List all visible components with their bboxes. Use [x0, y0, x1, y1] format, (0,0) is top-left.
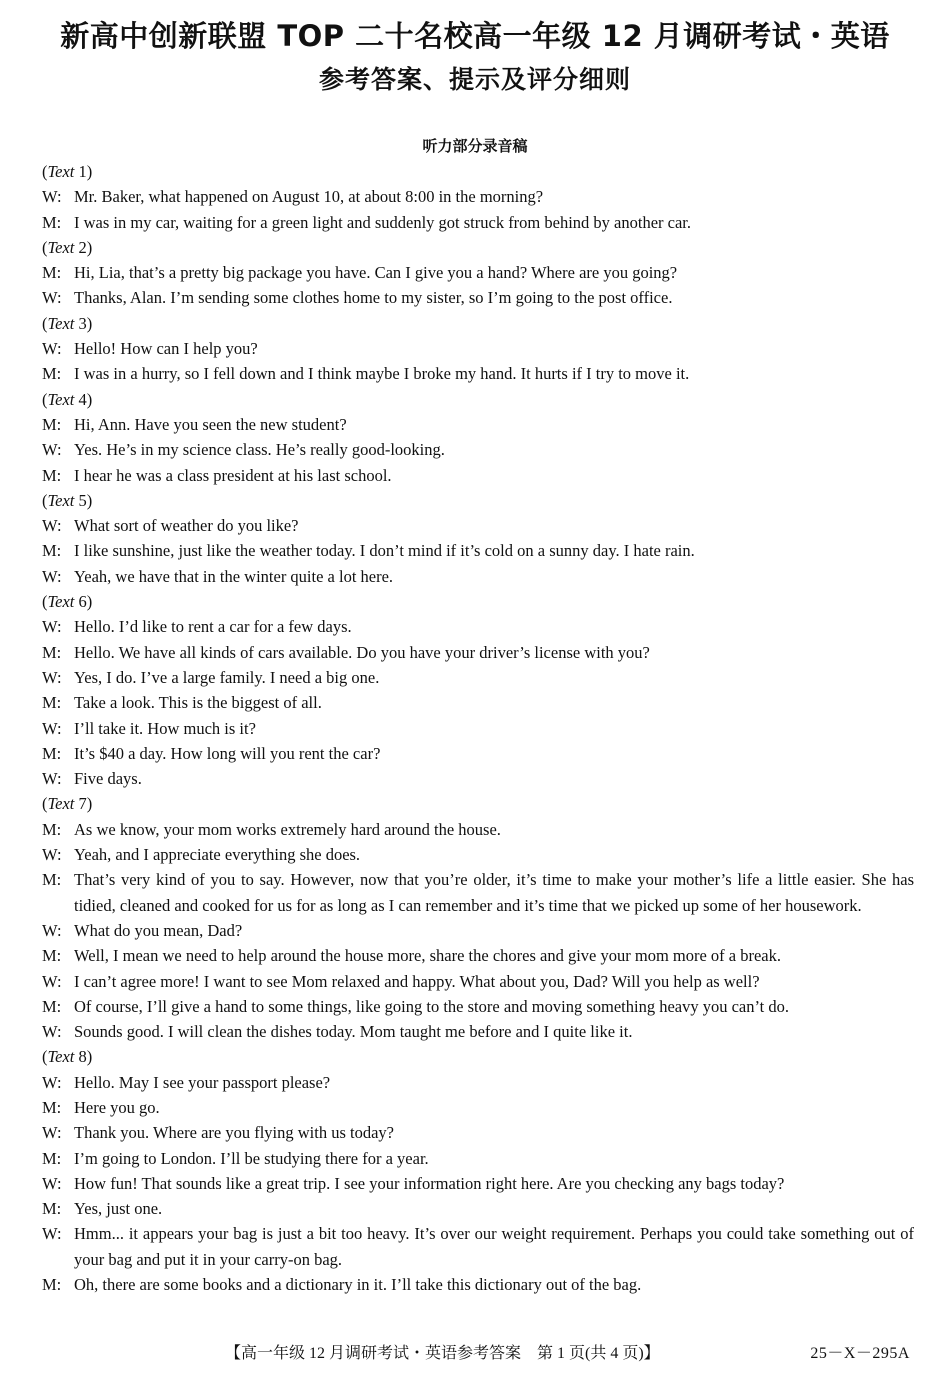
dialogue-line [42, 564, 914, 589]
label-number: 6) [74, 592, 93, 612]
label-number: 4) [74, 389, 93, 409]
dialogue-line [42, 336, 914, 361]
speaker-tag: M: [42, 465, 62, 485]
dialogue-line [42, 1070, 914, 1095]
speaker-tag: W: [42, 971, 62, 991]
dialogue-text: Oh, there are some books and a dictionary in it. I’ll take this dictionary out of the bag. [74, 1275, 642, 1295]
text-section-label [42, 311, 914, 336]
label-word: Text [47, 1047, 75, 1067]
dialogue-text: I can’t agree more! I want to see Mom relaxed and happy. What about you, Dad? Will you help as well? [74, 971, 760, 991]
dialogue-text: Sounds good. I will clean the dishes today. Mom taught me before and I quite like it. [74, 1022, 633, 1042]
speaker-tag: M: [42, 364, 62, 384]
dialogue-line [42, 1272, 914, 1297]
dialogue-text: What do you mean, Dad? [74, 920, 243, 940]
label-number: 1) [74, 162, 93, 181]
footer-page-info: 【高一年级 12 月调研考试・英语参考答案 第 1 页(共 4 页)】 [225, 1345, 660, 1362]
dialogue-text: I’ll take it. How much is it? [74, 718, 256, 738]
speaker-tag: W: [42, 769, 62, 789]
speaker-tag: W: [42, 617, 62, 637]
dialogue-text: Hello. We have all kinds of cars available. Do you have your driver’s license with you? [74, 642, 650, 662]
text-section-label [42, 235, 914, 260]
text-section-label [42, 488, 914, 513]
dialogue-text: How fun! That sounds like a great trip. I see your information right here. Are you checking any bags today? [74, 1173, 785, 1193]
speaker-tag: W: [42, 718, 62, 738]
dialogue-text: That’s very kind of you to say. However, now that you’re older, it’s time to make your mother’s life a little easier. She has tidied, cleaned and cooked for us for as long as I can remember and it’s time that we picked up some of her housework. [74, 870, 914, 915]
dialogue-text: Hello. May I see your passport please? [74, 1072, 331, 1092]
dialogue-text: Hello! How can I help you? [74, 339, 258, 359]
dialogue-line [42, 437, 914, 462]
speaker-tag: W: [42, 1173, 62, 1193]
dialogue-line [42, 766, 914, 791]
label-number: 5) [74, 490, 93, 510]
dialogue-line [42, 1019, 914, 1044]
speaker-tag: M: [42, 743, 62, 763]
label-open-paren: ( [42, 592, 48, 612]
dialogue-text: Hi, Lia, that’s a pretty big package you have. Can I give you a hand? Where are you going? [74, 263, 678, 283]
dialogue-text: Hi, Ann. Have you seen the new student? [74, 414, 347, 434]
dialogue-text: Well, I mean we need to help around the house more, share the chores and give your mom more of a break. [74, 946, 782, 966]
speaker-tag: W: [42, 516, 62, 536]
dialogue-text: Five days. [74, 769, 142, 789]
dialogue-text: Mr. Baker, what happened on August 10, at about 8:00 in the morning? [74, 187, 544, 207]
label-word: Text [47, 313, 75, 333]
dialogue-text: Take a look. This is the biggest of all. [74, 693, 322, 713]
dialogue-text: What sort of weather do you like? [74, 516, 299, 536]
speaker-tag: W: [42, 1022, 62, 1042]
dialogue-line [42, 1171, 914, 1196]
label-number: 8) [74, 1047, 93, 1067]
dialogue-line [42, 210, 914, 235]
text-section-label [42, 589, 914, 614]
speaker-tag: M: [42, 1275, 62, 1295]
label-word: Text [47, 389, 75, 409]
speaker-tag: M: [42, 263, 62, 283]
dialogue-text: I was in my car, waiting for a green light and suddenly got struck from behind by another car. [74, 212, 692, 232]
speaker-tag: W: [42, 566, 62, 586]
dialogue-line [42, 1120, 914, 1145]
dialogue-line [42, 184, 914, 209]
dialogue-line [42, 842, 914, 867]
dialogue-text: As we know, your mom works extremely hard around the house. [74, 819, 501, 839]
dialogue-line [42, 361, 914, 386]
dialogue-line [42, 538, 914, 563]
speaker-tag: M: [42, 819, 62, 839]
dialogue-line [42, 994, 914, 1019]
speaker-tag: M: [42, 996, 62, 1016]
speaker-tag: W: [42, 339, 62, 359]
label-word: Text [47, 592, 75, 612]
text-section-label [42, 159, 914, 184]
dialogue-text: I was in a hurry, so I fell down and I think maybe I broke my hand. It hurts if I try to move it. [74, 364, 690, 384]
speaker-tag: W: [42, 920, 62, 940]
page-footer [0, 1341, 950, 1367]
dialogue-text: Thank you. Where are you flying with us today? [74, 1123, 394, 1143]
dialogue-line [42, 969, 914, 994]
speaker-tag: M: [42, 541, 62, 561]
speaker-tag: M: [42, 1148, 62, 1168]
label-open-paren: ( [42, 1047, 48, 1067]
speaker-tag: M: [42, 693, 62, 713]
label-number: 7) [74, 794, 93, 814]
text-section-label [42, 387, 914, 412]
label-word: Text [47, 490, 75, 510]
speaker-tag: M: [42, 212, 62, 232]
speaker-tag: W: [42, 187, 62, 207]
dialogue-line [42, 640, 914, 665]
footer-exam-code: 25－X－295A [810, 1345, 910, 1362]
dialogue-text: Here you go. [74, 1097, 160, 1117]
speaker-tag: M: [42, 1097, 62, 1117]
page-title: 新高中创新联盟 TOP 二十名校高一年级 12 月调研考试・英语 [60, 19, 890, 53]
dialogue-text: Yes. He’s in my science class. He’s really good-looking. [74, 440, 445, 460]
section-heading: 听力部分录音稿 [422, 137, 528, 155]
label-open-paren: ( [42, 794, 48, 814]
dialogue-line [42, 690, 914, 715]
dialogue-line [42, 1221, 914, 1272]
label-open-paren: ( [42, 490, 48, 510]
speaker-tag: W: [42, 288, 62, 308]
page-subtitle: 参考答案、提示及评分细则 [318, 65, 631, 94]
speaker-tag: M: [42, 870, 62, 890]
label-word: Text [47, 162, 75, 181]
dialogue-line [42, 1095, 914, 1120]
speaker-tag: M: [42, 946, 62, 966]
speaker-tag: M: [42, 1199, 62, 1219]
dialogue-line [42, 716, 914, 741]
text-section-label [42, 1044, 914, 1069]
dialogue-text: I hear he was a class president at his last school. [74, 465, 392, 485]
dialogue-line [42, 1146, 914, 1171]
dialogue-text: Yes, I do. I’ve a large family. I need a big one. [74, 667, 380, 687]
dialogue-text: Hmm... it appears your bag is just a bit too heavy. It’s over our weight requirement. Perhaps you could take something out of your bag and put it in your carry-on bag. [74, 1224, 914, 1269]
label-open-paren: ( [42, 237, 48, 257]
dialogue-text: It’s $40 a day. How long will you rent the car? [74, 743, 381, 763]
dialogue-line [42, 918, 914, 943]
dialogue-line [42, 614, 914, 639]
dialogue-text: Yes, just one. [74, 1199, 163, 1219]
dialogue-line [42, 463, 914, 488]
speaker-tag: W: [42, 1123, 62, 1143]
dialogue-line [42, 817, 914, 842]
speaker-tag: W: [42, 845, 62, 865]
dialogue-text: Thanks, Alan. I’m sending some clothes home to my sister, so I’m going to the post office. [74, 288, 673, 308]
label-number: 2) [74, 237, 93, 257]
label-open-paren: ( [42, 313, 48, 333]
dialogue-text: Of course, I’ll give a hand to some things, like going to the store and moving something heavy you can’t do. [74, 996, 790, 1016]
dialogue-text: Yeah, and I appreciate everything she does. [74, 845, 361, 865]
dialogue-line [42, 1196, 914, 1221]
speaker-tag: W: [42, 1224, 62, 1244]
dialogue-line [42, 285, 914, 310]
dialogue-line [42, 412, 914, 437]
dialogue-line [42, 665, 914, 690]
dialogue-text: I like sunshine, just like the weather today. I don’t mind if it’s cold on a sunny day. I hate rain. [74, 541, 695, 561]
dialogue-text: I’m going to London. I’ll be studying there for a year. [74, 1148, 429, 1168]
label-open-paren: ( [42, 162, 48, 181]
text-section-label [42, 791, 914, 816]
dialogue-text: Hello. I’d like to rent a car for a few days. [74, 617, 352, 637]
speaker-tag: M: [42, 642, 62, 662]
label-open-paren: ( [42, 389, 48, 409]
label-word: Text [47, 237, 75, 257]
dialogue-line [42, 513, 914, 538]
label-word: Text [47, 794, 75, 814]
dialogue-line [42, 260, 914, 285]
label-number: 3) [74, 313, 93, 333]
dialogue-line [42, 943, 914, 968]
dialogue-text: Yeah, we have that in the winter quite a lot here. [74, 566, 394, 586]
dialogue-line [42, 741, 914, 766]
speaker-tag: M: [42, 414, 62, 434]
speaker-tag: W: [42, 667, 62, 687]
listening-transcript [42, 159, 914, 1297]
speaker-tag: W: [42, 1072, 62, 1092]
dialogue-line [42, 867, 914, 918]
speaker-tag: W: [42, 440, 62, 460]
